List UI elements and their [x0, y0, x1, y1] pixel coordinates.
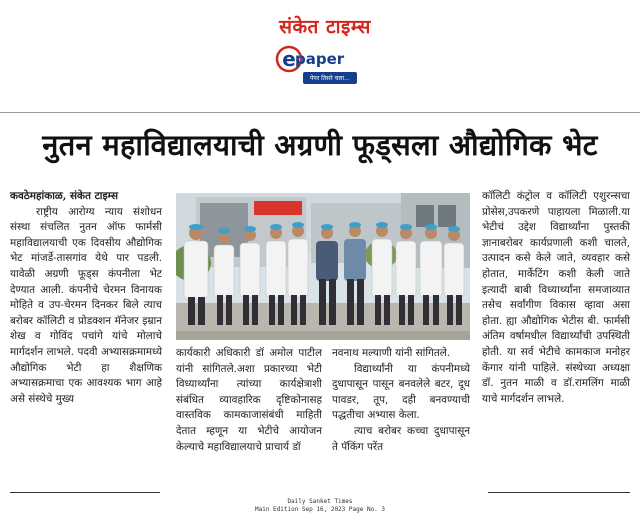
article-column-3 [332, 346, 470, 455]
article-column-4 [482, 189, 630, 407]
masthead-logo [265, 16, 385, 92]
article-col1-text: राष्ट्रीय आरोग्य न्याय संशोधन संस्था संचलित नुतन ऑफ फार्मसी महाविद्यालयाची एक दिवसीय औद्योगिक भेट मांजर्डे-तासगांव येथे पार पडली. यावेळी अग्रणी फूड्स कंपनीला भेट देण्यात आली. कंपनीचे चेरमन विनायक मोहिते व उप-चेरमन दिनकर बिले त्याच बरोबर कॉलिटी व प्रोडक्शन मॅनेजर इम्रान शेख व गोविंद पचांगे यांचे मोलाचे मार्गदर्शन लाभले. पदवी अभ्यासक्रमामध्ये औद्योगिक भेटी हा शैक्षणिक अभ्यासक्रमाचा एक आवश्यक भाग आहे असे संस्थेचे मुख्य [10, 205, 162, 405]
article-col3-text-b: विद्यार्थ्यांनी या कंपनीमध्ये दुधापासून पासून बनवलेले बटर, दूध पावडर, तूप, दही बनवण्याची पद्धतीचा अभ्यास केला. [332, 362, 470, 422]
masthead-tagline: पेपर तिसरे चला... [303, 72, 357, 84]
article-col4-text: कॉलिटी कंट्रोल व कॉलिटी एशुरन्सचा प्रोसेस,उपकरणे पाहायला मिळाली.या भेटीचं उद्देश विद्यार्थ्यांना पुस्तकी ज्ञानाबरोबर कार्यप्रणाली कशी चालते, उत्पादन कसे केले जाते, व्यवहार कसे होतात, मार्केटिंग कशी केली जाते इत्यादी बाबी विध्यार्थ्यांना समजाव्यात तसेच सर्वांगीण विकास व्हावा असा होता. ह्या औद्योगिक भेटीस बी. फार्मसी अंतिम वर्षामधील विद्यार्थ्यांची उपस्थिती होती. या सर्व भेटीचे कामकाज मनोहर केंगार यांनी पाहिले. संस्थेच्या अध्यक्षा डॉ. नुतन माळी व डॉ.रामलिंग माळी याचे मार्गदर्शन लाभले. [482, 190, 630, 405]
article-column-2 [176, 346, 322, 455]
epaper-label: paper [295, 50, 345, 68]
page-footer [0, 498, 640, 514]
article-headline: नुतन महाविद्यालयाची अग्रणी फूड्सला औद्योगिक भेट [42, 128, 598, 162]
footer-edition: Main Edition Sep 16, 2023 Page No. 3 [254, 506, 386, 513]
header-rule [0, 112, 640, 113]
article-col2-text: कार्यकारी अधिकारी डॉ अमोल पाटील यांनी सांगितले.अशा प्रकारच्या भेटी विध्यार्थ्यांना त्यांच्या कार्यक्षेत्राशी संबंधित व्यावहारिक दृष्टिकोनासह वास्तविक कामकाजासंबंधी माहिती देतात म्हणून या भेटीचे आयोजन केल्याचे महाविद्यालयाचे प्राचार्य डॉ [176, 347, 322, 453]
article-col3-text-a: नवनाथ मल्याणी यांनी सांगितले. [332, 347, 451, 359]
article-col3-text-c: त्याच बरोबर कच्चा दुधापासून ते पॅकिंग परेंत [332, 424, 470, 453]
article-dateline: कवठेमहांकाळ, संकेत टाइम्स [10, 190, 118, 202]
masthead-title: संकेत टाइम्स [279, 16, 371, 38]
column-end-rule-right [488, 492, 630, 493]
footer-publication: Daily Sanket Times [287, 498, 353, 505]
svg-text:e: e [282, 47, 296, 71]
article-column-1 [10, 189, 162, 407]
column-end-rule-left [10, 492, 160, 493]
article-photo [176, 193, 470, 340]
group-photo-image [176, 193, 470, 340]
